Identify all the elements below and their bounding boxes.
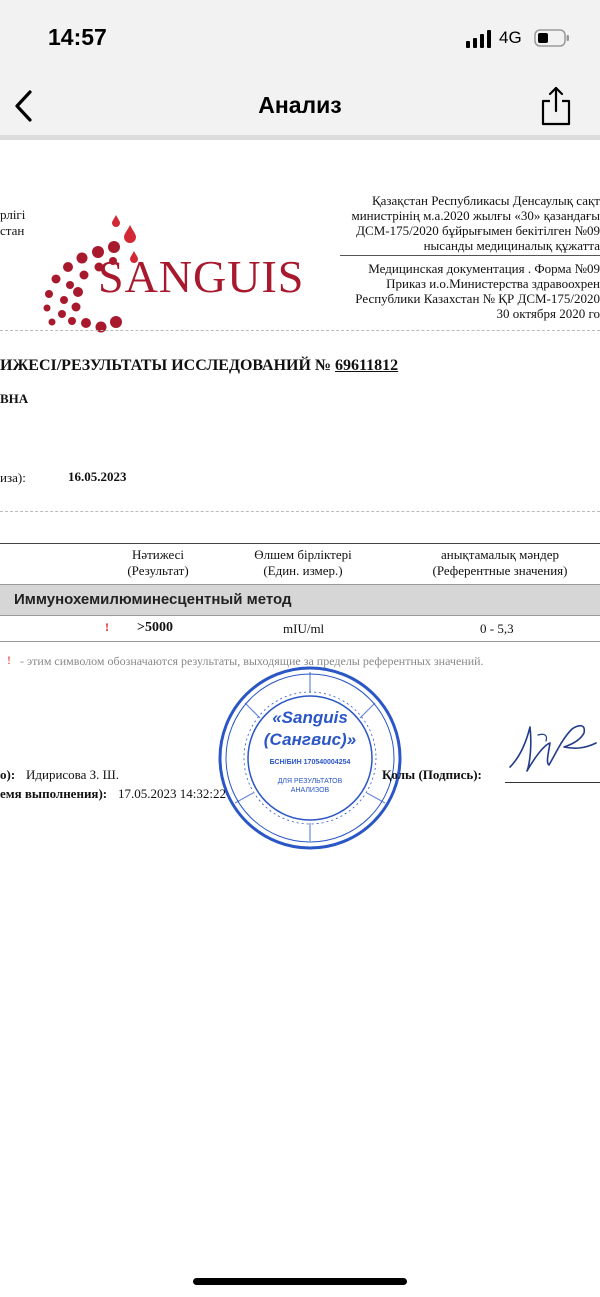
network-label: 4G	[499, 28, 522, 47]
header-right-line: нысанды медициналық құжатта	[423, 238, 600, 253]
signature-image	[500, 705, 600, 785]
column-header-reference	[410, 547, 590, 579]
method-label: Иммунохемилюминесцентный метод	[14, 591, 292, 608]
column-header-line: Нәтижесі	[131, 547, 185, 562]
status-bar	[0, 0, 600, 75]
stamp-text: БСН/БИН 170540004254	[269, 759, 351, 766]
header-right-line: министрінің м.а.2020 жылғы «30» қазандағы	[351, 208, 600, 223]
column-header-result	[110, 547, 206, 579]
result-unit: mIU/ml	[283, 621, 325, 636]
date-label: иза):	[0, 470, 26, 485]
share-icon[interactable]	[538, 85, 574, 127]
header-right-line: Медицинская документация . Форма №09	[368, 261, 600, 276]
column-header-line: (Референтные значения)	[432, 563, 568, 578]
header-right-line: ДСМ-175/2020 бұйрығымен бекітілген №09	[356, 223, 600, 238]
method-bar	[0, 584, 600, 616]
header-right-kz	[351, 193, 600, 253]
sanguis-logo	[36, 207, 336, 337]
column-header-line: (Един. измер.)	[263, 563, 343, 578]
date-value: 16.05.2023	[68, 469, 127, 484]
note-text: - этим символом обозначаются результаты, выходящие за пределы референтных значений.	[20, 654, 484, 668]
dashed-divider	[0, 511, 600, 512]
battery-icon	[534, 29, 570, 47]
home-indicator[interactable]	[193, 1278, 407, 1285]
result-reference: 0 - 5,3	[480, 621, 514, 636]
completion-label: емя выполнения):	[0, 786, 108, 801]
page-title: Анализ	[258, 92, 342, 118]
header-left-line: стан	[0, 223, 25, 238]
signature-label: Қолы (Подпись):	[382, 767, 482, 782]
column-header-line: (Результат)	[127, 563, 189, 578]
patient-name: ВНА	[0, 391, 29, 406]
result-value: >5000	[137, 620, 173, 635]
table-header-line	[0, 543, 600, 544]
stamp-text: АНАЛИЗОВ	[290, 787, 330, 794]
row-divider	[0, 641, 600, 642]
stamp-text: «Sanguis	[272, 708, 348, 727]
results-title	[0, 357, 398, 375]
executor-name: Идирисова З. Ш.	[26, 767, 120, 782]
nav-bar	[0, 75, 600, 140]
result-flag: !	[105, 620, 109, 634]
logo-text: SANGUIS	[98, 251, 305, 302]
header-dashed-divider	[0, 330, 600, 331]
signal-icon	[466, 30, 492, 48]
column-header-line: анықтамалық мәндер	[440, 547, 560, 562]
results-title-text: ИЖЕСІ/РЕЗУЛЬТАТЫ ИССЛЕДОВАНИЙ №	[0, 357, 332, 374]
results-number: 69611812	[335, 357, 399, 374]
column-header-line: Өлшем бірліктері	[254, 547, 352, 562]
completion-value: 17.05.2023 14:32:22	[118, 786, 226, 801]
stamp-text: (Сангвис)»	[263, 730, 357, 749]
header-right-line: Приказ и.о.Министерства здравоохрен	[386, 276, 600, 291]
header-right-line: 30 октября 2020 го	[496, 306, 600, 321]
header-right-line: Республики Казахстан № ҚР ДСМ-175/2020	[355, 291, 600, 306]
note-flag: !	[7, 653, 11, 667]
executor-label: о):	[0, 767, 16, 782]
header-right-line: Қазақстан Республикасы Денсаулық сақт	[371, 193, 600, 208]
stamp-text: ДЛЯ РЕЗУЛЬТАТОВ	[277, 778, 343, 785]
stamp-seal	[215, 663, 405, 853]
column-header-unit	[228, 547, 378, 579]
header-left-line: рлігі	[0, 207, 26, 222]
header-left	[0, 207, 25, 239]
status-time: 14:57	[48, 24, 107, 50]
document-image[interactable]	[0, 145, 600, 1255]
header-divider	[340, 255, 600, 256]
header-right-ru	[355, 261, 600, 321]
